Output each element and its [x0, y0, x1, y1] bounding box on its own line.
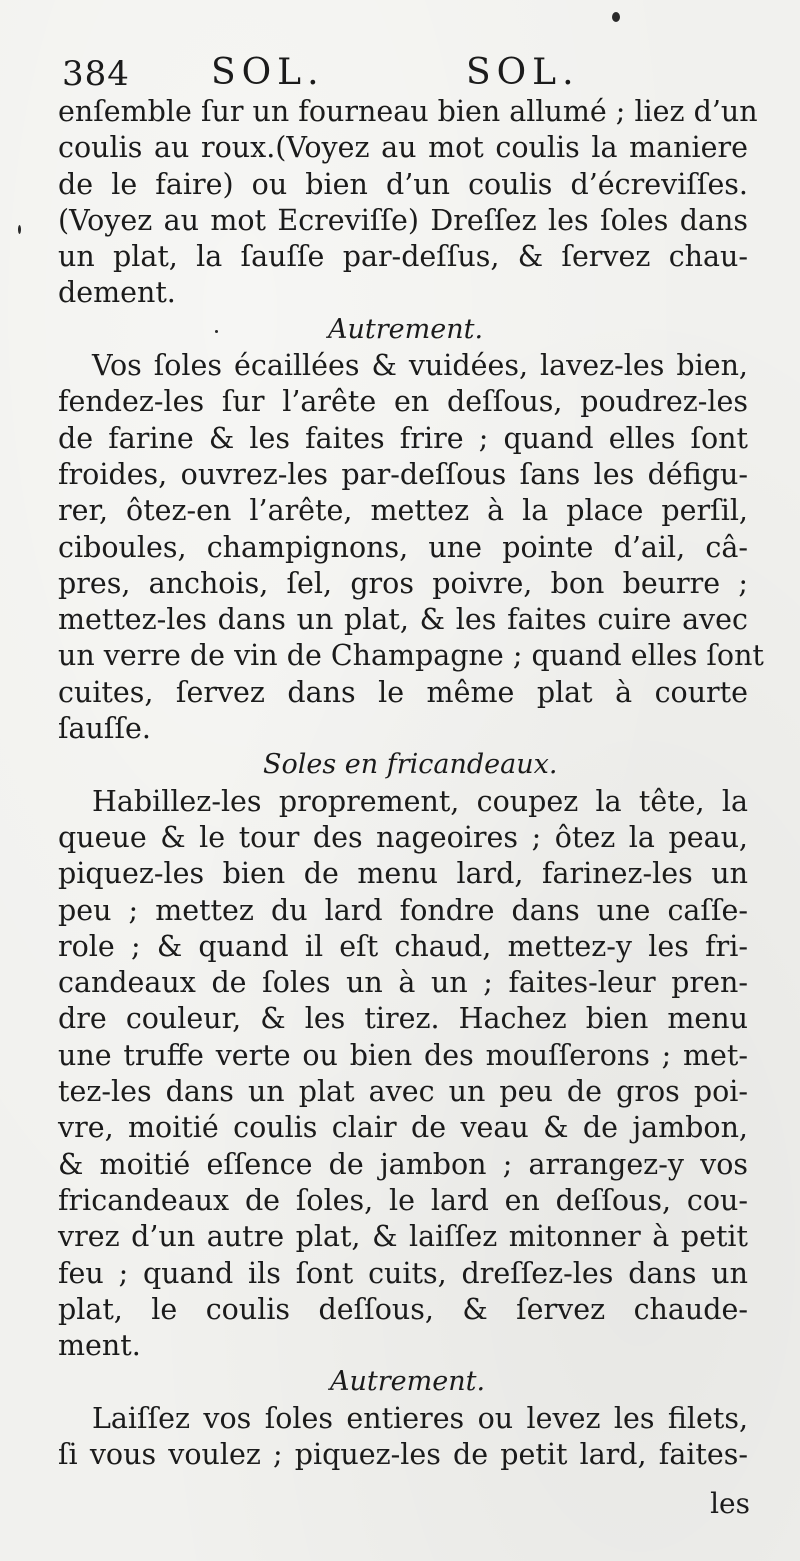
text-line: Habillez-les proprement, coupez la tête, la — [92, 784, 748, 818]
text-line: froides, ouvrez-les par-deſſous ſans les défigu- — [58, 457, 748, 491]
text-line: pres, anchois, ſel, gros poivre, bon beurre ; — [58, 566, 748, 600]
text-line: candeaux de ſoles un à un ; faites-leur pren- — [58, 966, 748, 1000]
text-line: enſemble ſur un fourneau bien allumé ; liez d’un — [58, 95, 758, 128]
section-heading: Autrement. — [330, 1366, 486, 1398]
text-line: vrez d’un autre plat, & laiſſez mitonner à petit — [58, 1220, 748, 1254]
catchword: les — [710, 1487, 750, 1520]
text-line: rer, ôtez-en l’arête, mettez à la place perſil, — [58, 494, 748, 528]
text-line: ment. — [58, 1329, 141, 1363]
text-line: & moitié eſſence de jambon ; arrangez-y vos — [58, 1147, 748, 1181]
text-line: piquez-les bien de menu lard, farinez-les un — [58, 857, 748, 891]
text-line: Laiſſez vos ſoles entieres ou levez les filets, — [92, 1401, 748, 1435]
text-line: de le faire) ou bien d’un coulis d’écreviſſes. — [58, 167, 748, 201]
section-heading: Autrement. — [328, 313, 484, 345]
text-line: coulis au roux.(Voyez au mot coulis la maniere — [58, 131, 748, 165]
text-line: dement. — [58, 276, 176, 310]
text-line: plat, le coulis deſſous, & ſervez chaude- — [58, 1292, 748, 1326]
text-line: Vos ſoles écaillées & vuidées, lavez-les bien, — [92, 349, 748, 383]
text-line: ciboules, champignons, une pointe d’ail, câ- — [58, 530, 748, 564]
section-heading: Soles en fricandeaux. — [263, 749, 558, 781]
page-header — [56, 48, 776, 100]
text-line: dre couleur, & les tirez. Hachez bien menu — [58, 1002, 748, 1036]
text-line: cuites, ſervez dans le même plat à courte — [58, 675, 748, 709]
text-line: de farine & les faites frire ; quand elles ſont — [58, 421, 748, 455]
text-line: un verre de vin de Champagne ; quand elles ſont — [58, 639, 764, 673]
text-line: une truffe verte ou bien des mouſſerons ; met- — [58, 1038, 748, 1072]
running-head-left: SOL. — [211, 52, 325, 93]
text-line: mettez-les dans un plat, & les faites cuire avec — [58, 603, 748, 637]
text-line: ſauſſe. — [58, 712, 151, 746]
text-line: (Voyez au mot Ecreviſſe) Dreſſez les ſoles dans — [58, 203, 748, 237]
text-line: peu ; mettez du lard fondre dans une caſſe- — [58, 893, 748, 927]
text-line: ſi vous voulez ; piquez-les de petit lard, faites- — [58, 1437, 748, 1471]
running-head-right: SOL. — [466, 52, 580, 93]
text-line: role ; & quand il eſt chaud, mettez-y les fri- — [58, 929, 748, 963]
text-line: feu ; quand ils ſont cuits, dreſſez-les dans un — [58, 1256, 748, 1290]
text-line: tez-les dans un plat avec un peu de gros poi- — [58, 1075, 748, 1109]
text-line: queue & le tour des nageoires ; ôtez la peau, — [58, 820, 748, 854]
text-line: vre, moitié coulis clair de veau & de jambon, — [58, 1111, 748, 1145]
text-line: fendez-les ſur l’arête en deſſous, poudrez-les — [58, 385, 748, 419]
page-number: 384 — [62, 54, 130, 94]
ink-speck — [18, 225, 21, 234]
text-line: un plat, la ſauſſe par-deſſus, & ſervez chau- — [58, 240, 748, 274]
text-line: fricandeaux de ſoles, le lard en deſſous, cou- — [58, 1183, 748, 1217]
ink-speck — [612, 12, 620, 22]
text-body — [58, 94, 764, 1473]
